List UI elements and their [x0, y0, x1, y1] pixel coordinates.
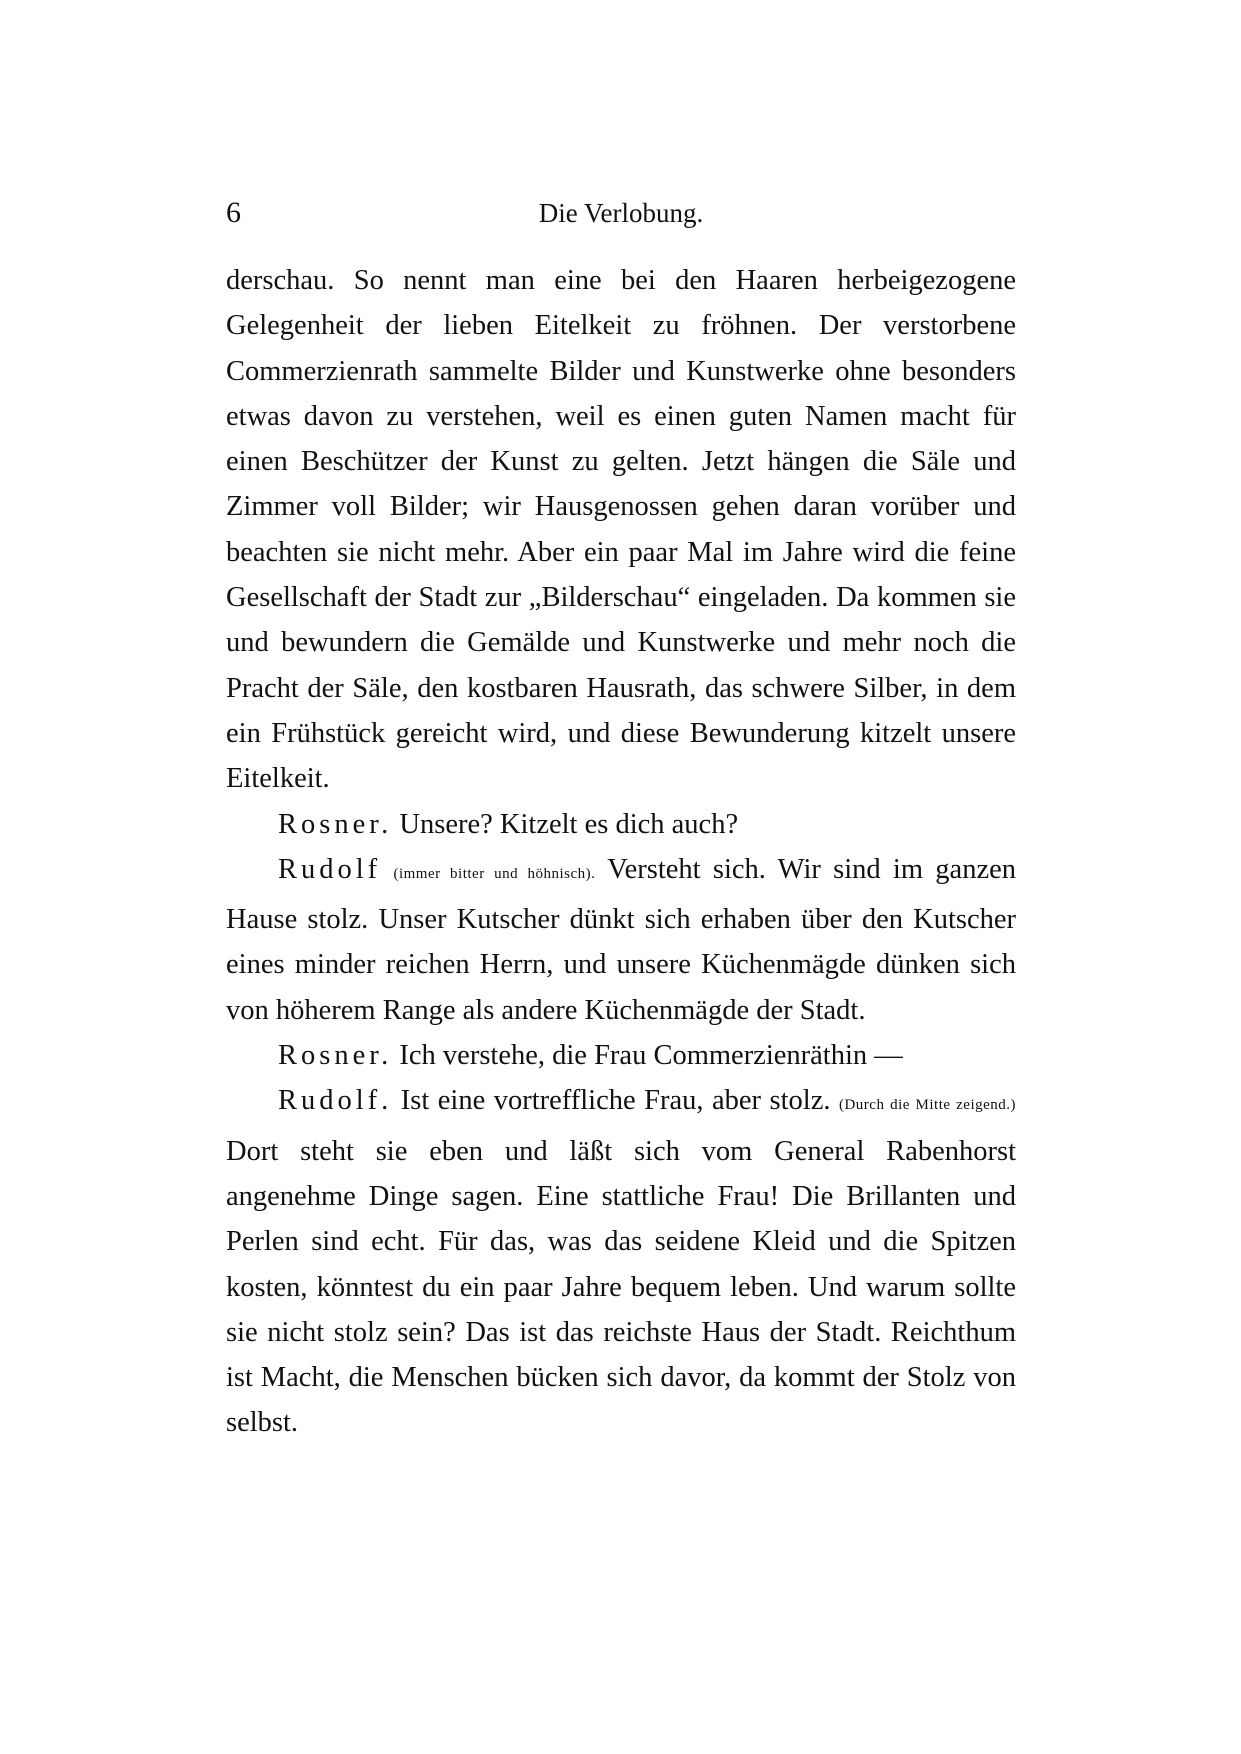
paragraph-text: derschau. So nennt man eine bei den Haaren herbeigezogene Gelegenheit der lieben Eitelkeit zu fröhnen. Der verstorbene Commerzienrath sammelte Bilder und Kunstwerke ohne besonders etwas davon zu verstehen, weil es einen guten Namen macht für einen Beschützer der Kunst zu gelten. Jetzt hängen die Säle und Zimmer voll Bilder; wir Hausgenossen gehen daran vorüber und beachten sie nicht mehr. Aber ein paar Mal im Jahre wird die feine Gesellschaft der Stadt zur „Bilderschau“ eingeladen. Da kommen sie und bewundern die Gemälde und Kunstwerke und mehr noch die Pracht der Säle, den kostbaren Hausrath, das schwere Silber, in dem ein Frühstück gereicht wird, und diese Bewunderung kitzelt unsere Eitelkeit.: [226, 265, 1016, 795]
dialogue-text: Versteht sich. Wir sind im ganzen Hause stolz. Unser Kutscher dünkt sich erhaben über den Kutscher eines minder reichen Herrn, und unsere Küchenmägde dünken sich von höherem Range als andere Küchenmägde der Stadt.: [226, 853, 1017, 1026]
speaker-name: Rudolf: [278, 853, 382, 885]
dialogue-paragraph: [226, 847, 1016, 1033]
stage-direction: (Durch die Mitte zeigend.): [838, 1097, 1017, 1114]
dialogue-text: Dort steht sie eben und läßt sich vom General Rabenhorst angenehme Dinge sagen. Eine stattliche Frau! Die Brillanten und Perlen sind echt. Für das, was das seidene Kleid und die Spitzen kosten, könntest du ein paar Jahre bequem leben. Und warum sollte sie nicht stolz sein? Das ist das reichste Haus der Stadt. Reichthum ist Macht, die Menschen bücken sich davor, da kommt der Stolz von selbst.: [226, 1135, 1016, 1439]
dialogue-text: Unsere? Kitzelt es dich auch?: [399, 808, 739, 840]
speaker-name: Rosner.: [278, 808, 393, 840]
dialogue-text: Ist eine vortreffliche Frau, aber stolz.: [400, 1085, 831, 1117]
dialogue-paragraph: [226, 1033, 1016, 1078]
dialogue-text: Ich verstehe, die Frau Commerzienräthin —: [399, 1040, 903, 1072]
page-header: [226, 196, 1016, 246]
body-text: [226, 258, 1016, 1446]
dialogue-paragraph: [226, 802, 1016, 847]
stage-direction: (immer bitter und höhnisch).: [393, 865, 596, 882]
paragraph: [226, 258, 1016, 802]
dialogue-paragraph: [226, 1078, 1016, 1445]
page-number: 6: [226, 196, 241, 229]
speaker-name: Rosner.: [278, 1040, 393, 1072]
speaker-name: Rudolf.: [278, 1085, 393, 1117]
running-title: Die Verlobung.: [538, 198, 704, 228]
